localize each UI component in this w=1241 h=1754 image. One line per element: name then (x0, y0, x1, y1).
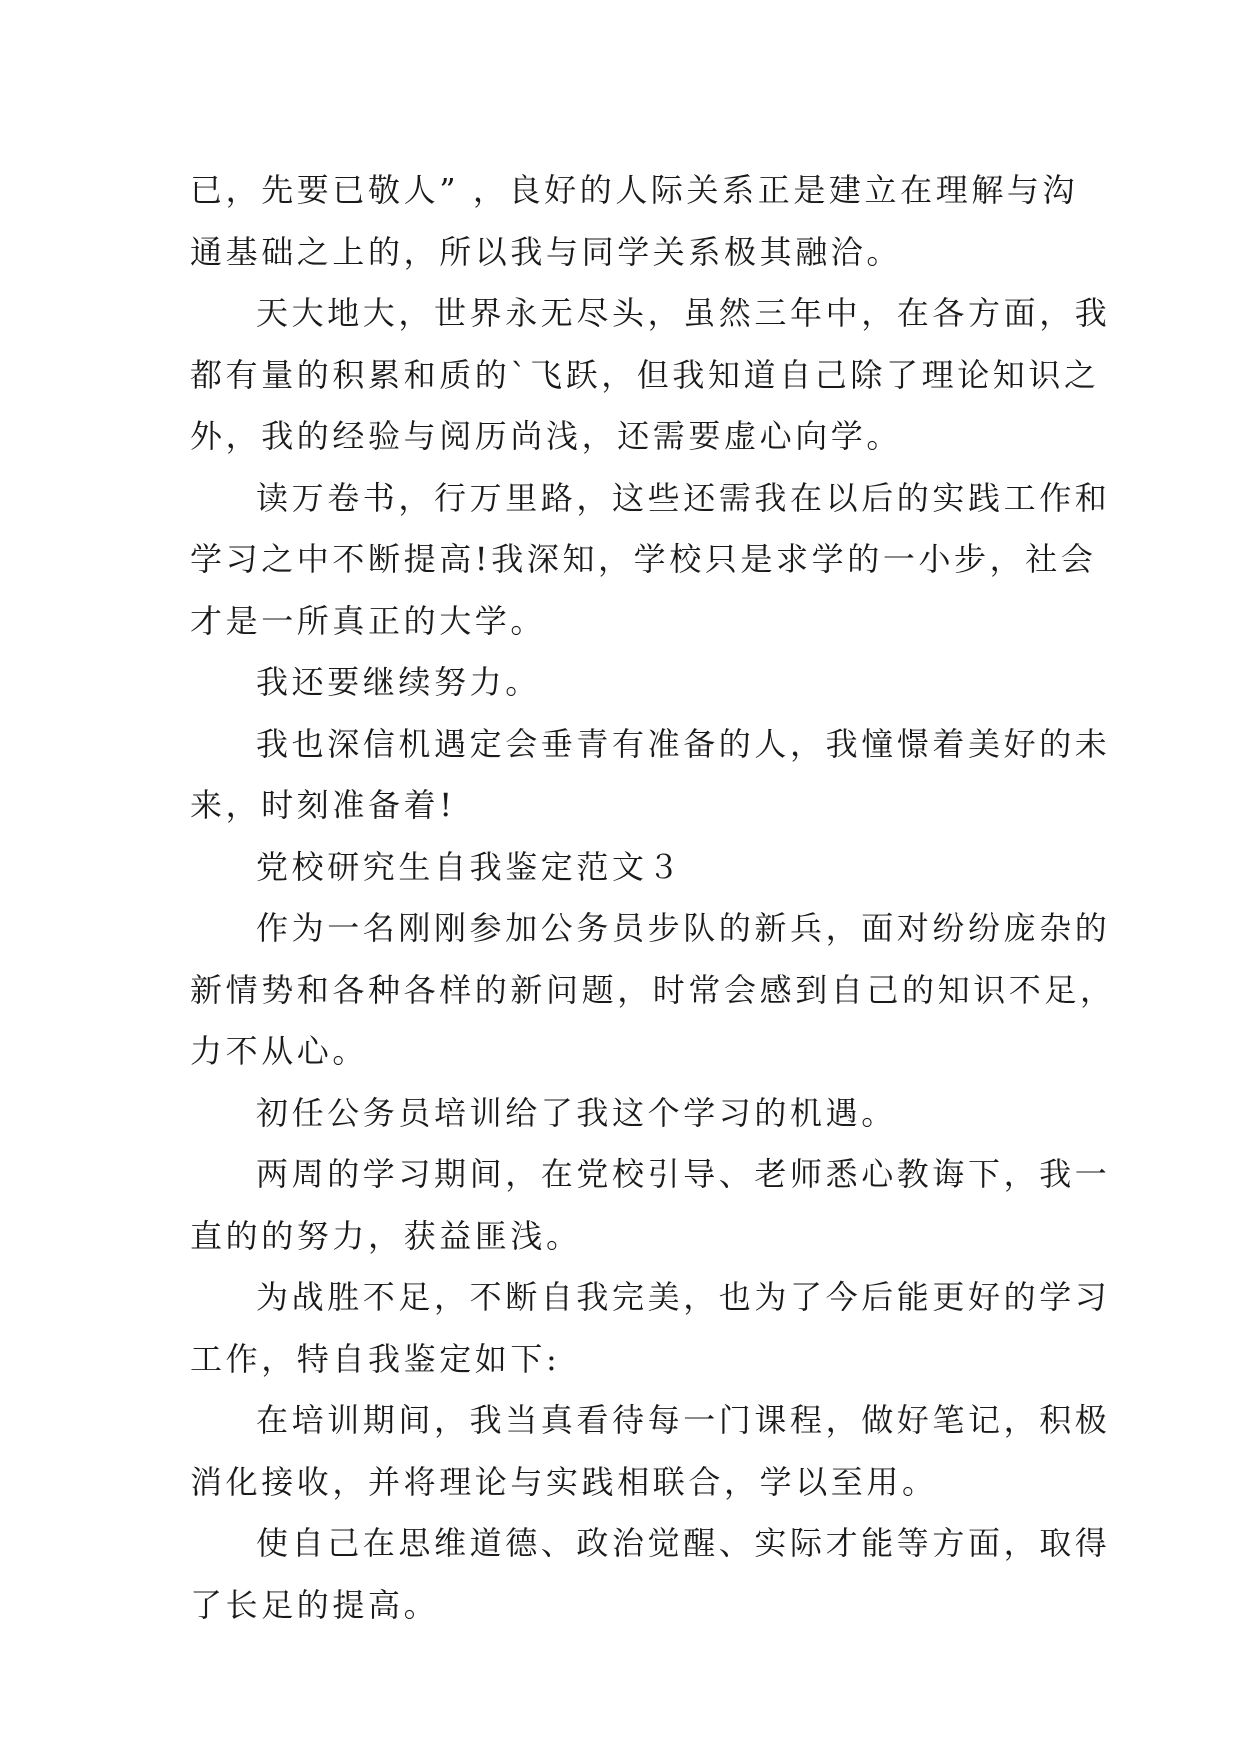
text-line: 作为一名刚刚参加公务员步队的新兵，面对纷纷庞杂的 (256, 909, 1111, 947)
text-line: 新情势和各种各样的新问题，时常会感到自己的知识不足， (190, 970, 1116, 1009)
text-line: 消化接收，并将理论与实践相联合，学以至用。 (190, 1462, 938, 1501)
text-line: 我也深信机遇定会垂青有准备的人，我憧憬着美好的未 (256, 724, 1111, 763)
text-line: 了长足的提高。 (190, 1585, 440, 1624)
text-line: 读万卷书，行万里路，这些还需我在以后的实践工作和 (256, 478, 1111, 517)
text-line: 已，先要已敬人” ，良好的人际关系正是建立在理解与沟 (190, 171, 1079, 209)
section-heading: 党校研究生自我鉴定范文３ (256, 847, 684, 886)
text-line: 通基础之上的，所以我与同学关系极其融洽。 (190, 232, 903, 271)
text-line: 初任公务员培训给了我这个学习的机遇。 (256, 1093, 897, 1132)
text-line: 才是一所真正的大学。 (190, 601, 547, 640)
document-body (190, 160, 1116, 1636)
text-line: 工作，特自我鉴定如下: (190, 1339, 561, 1378)
text-line: 来，时刻准备着! (190, 786, 456, 824)
text-line: 天大地大，世界永无尽头，虽然三年中，在各方面，我 (256, 294, 1111, 332)
text-line: 外，我的经验与阅历尚浅，还需要虚心向学。 (190, 417, 903, 455)
text-line: 在培训期间，我当真看待每一门课程，做好笔记，积极 (256, 1401, 1111, 1439)
text-line: 力不从心。 (190, 1032, 369, 1070)
text-line: 为战胜不足，不断自我完美，也为了今后能更好的学习 (256, 1278, 1111, 1316)
text-line: 使自己在思维道德、政治觉醒、实际才能等方面，取得 (256, 1524, 1111, 1562)
text-line: 我还要继续努力。 (256, 663, 541, 701)
text-line: 学习之中不断提高!我深知，学校只是求学的一小步，社会 (190, 540, 1097, 578)
text-line: 都有量的积累和质的`飞跃，但我知道自己除了理论知识之 (190, 355, 1100, 394)
text-line: 直的的努力，获益匪浅。 (190, 1216, 582, 1255)
text-line: 两周的学习期间，在党校引导、老师悉心教诲下，我一 (256, 1155, 1111, 1193)
